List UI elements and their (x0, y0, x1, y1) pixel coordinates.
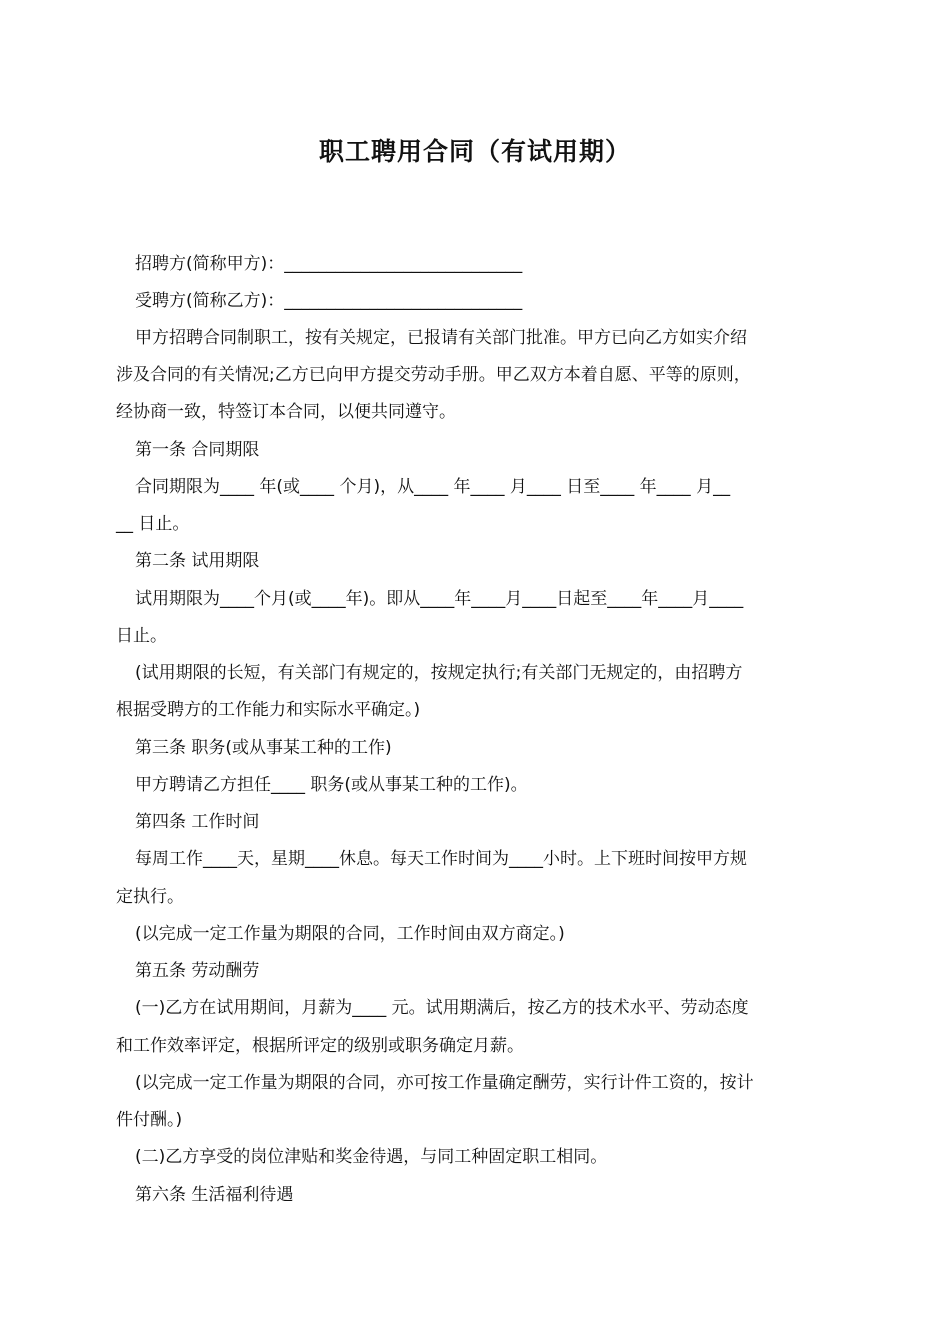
article-4-text-2: 定执行。 (116, 887, 184, 907)
article-1-text-2: __ 日止。 (116, 514, 190, 534)
preamble-line-3: 经协商一致，特签订本合同，以便共同遵守。 (116, 402, 456, 422)
article-5-heading: 第五条 劳动酬劳 (135, 961, 260, 981)
article-2-text-1: 试用期限为____个月(或____年)。即从____年____月____日起至____年____月____ (135, 589, 744, 609)
article-2-text-2: 日止。 (116, 626, 167, 646)
article-5-note-2: 件付酬。) (116, 1110, 183, 1130)
article-1-text-1: 合同期限为____ 年(或____ 个月)，从____ 年____ 月____ 日至____ 年____ 月__ (135, 477, 731, 497)
employer-line: 招聘方(简称甲方)：____________________________ (135, 254, 523, 274)
article-3-text: 甲方聘请乙方担任____ 职务(或从事某工种的工作)。 (135, 775, 528, 795)
document-title: 职工聘用合同（有试用期） (318, 137, 631, 166)
article-5-item-2: (二)乙方享受的岗位津贴和奖金待遇，与同工种固定职工相同。 (135, 1147, 608, 1167)
article-4-text-1: 每周工作____天，星期____休息。每天工作时间为____小时。上下班时间按甲方规 (135, 849, 747, 869)
article-2-note-2: 根据受聘方的工作能力和实际水平确定。) (116, 700, 421, 720)
article-4-note: (以完成一定工作量为期限的合同，工作时间由双方商定。) (135, 924, 565, 944)
article-3-heading: 第三条 职务(或从事某工种的工作) (135, 738, 392, 758)
article-2-note-1: (试用期限的长短，有关部门有规定的，按规定执行;有关部门无规定的，由招聘方 (135, 663, 743, 683)
preamble-line-2: 涉及合同的有关情况;乙方已向甲方提交劳动手册。甲乙双方本着自愿、平等的原则， (116, 365, 751, 385)
article-1-heading: 第一条 合同期限 (135, 440, 260, 460)
preamble-line-1: 甲方招聘合同制职工，按有关规定，已报请有关部门批准。甲方已向乙方如实介绍 (135, 328, 747, 348)
article-4-heading: 第四条 工作时间 (135, 812, 260, 832)
article-5-item-1-line-2: 和工作效率评定，根据所评定的级别或职务确定月薪。 (116, 1036, 524, 1056)
article-2-heading: 第二条 试用期限 (135, 551, 260, 571)
employee-line: 受聘方(简称乙方)：____________________________ (135, 291, 523, 311)
article-5-note-1: (以完成一定工作量为期限的合同，亦可按工作量确定酬劳，实行计件工资的，按计 (135, 1073, 754, 1093)
article-6-heading: 第六条 生活福利待遇 (135, 1185, 294, 1205)
article-5-item-1-line-1: (一)乙方在试用期间，月薪为____ 元。试用期满后，按乙方的技术水平、劳动态度 (135, 998, 749, 1018)
